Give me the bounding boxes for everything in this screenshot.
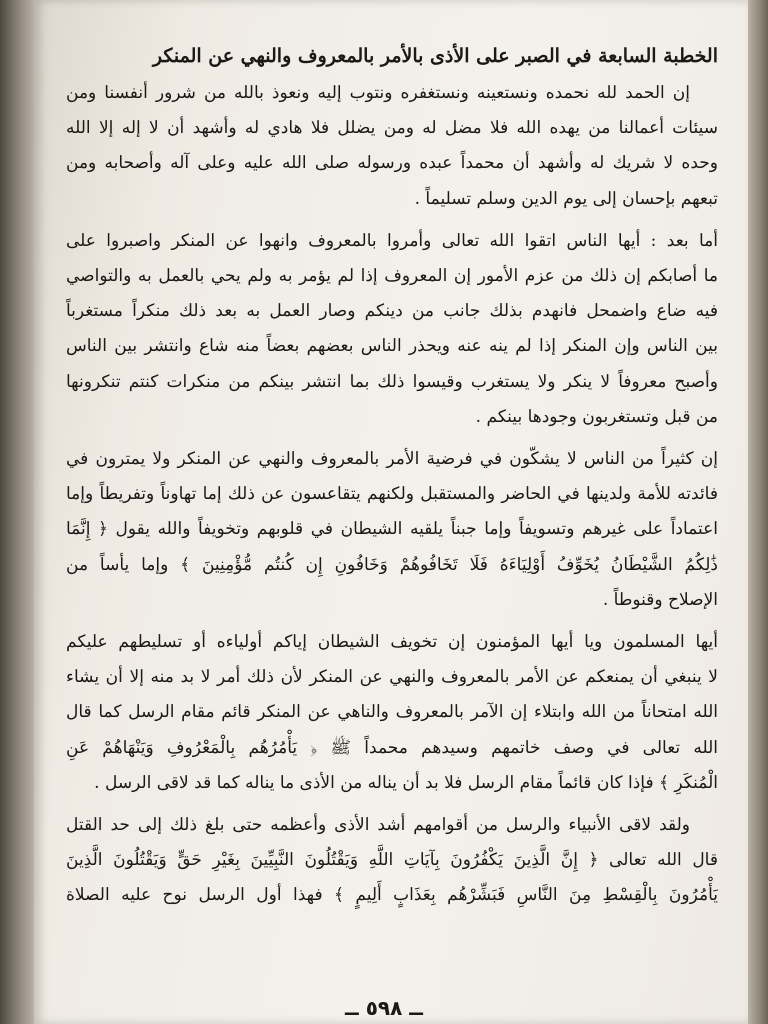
text-line: الله تعالى في وصف خاتمهم وسيدهم محمداً ﷺ ﴿ يَأْمُرُهُم بِالْمَعْرُوفِ وَيَنْهَاهُمْ عَنِ [66, 737, 718, 758]
paragraph [66, 76, 718, 217]
text-line: الْمُنكَرِ ﴾ فإذا كان قائماً مقام الرسل فلا بد أن يناله من الأذى ما يناله كما قد لاقى الرسل . [94, 772, 718, 793]
text-line: لا ينبغي أن يمنعكم عن الأمر بالمعروف والنهي عن المنكر لأن ذلك أمر لا بد منه إلا أن يشاء [66, 667, 718, 688]
sermon-title: الخطبة السابعة في الصبر على الأذى بالأمر بالمعروف والنهي عن المنكر [152, 45, 718, 67]
page-body [66, 40, 718, 914]
text-line: قال الله تعالى ﴿ إِنَّ الَّذِينَ يَكْفُرُونَ بِآيَاتِ اللَّهِ وَيَقْتُلُونَ النَّبِيِّينَ بِغَيْرِ حَقٍّ وَيَقْتُلُونَ الَّذِينَ [66, 850, 718, 871]
text-line: فيه ضاع واضمحل فانهدم بذلك جانب من دينكم وصار العمل به بعد ذلك منكراً مستغرباً [66, 301, 718, 322]
text-line: وحده لا شريك له وأشهد أن محمداً عبده ورسوله صلى الله عليه وعلى آله وأصحابه ومن [66, 153, 718, 174]
text-line: إن الحمد لله نحمده ونستعينه ونستغفره ونتوب إليه ونعوذ بالله من شرور أنفسنا ومن [66, 83, 690, 103]
text-line: سيئات أعمالنا من يهده الله فلا مضل له ومن يضلل فلا هادي له وأشهد أن لا إله إلا الله [66, 118, 718, 139]
page-edge [748, 0, 768, 1024]
text-line: تبعهم بإحسان إلى يوم الدين وسلم تسليماً . [414, 188, 718, 209]
text-line: إن كثيراً من الناس لا يشكّون في فرضية الأمر بالمعروف والنهي عن المنكر ولا يمترون في [66, 449, 718, 470]
paragraph [66, 442, 718, 618]
text-line: أيها المسلمون ويا أيها المؤمنون إن تخويف الشيطان إياكم أولياءه أو تسليطهم عليكم [66, 632, 718, 653]
text-line: من قبل وتستغربون وجودها بينكم . [475, 406, 718, 427]
text-line: فائدته للأمة ولدينها في الحاضر والمستقبل ولكنهم يتقاعسون عن ذلك إما تهاوناً وتفريطاً وإما [66, 484, 718, 505]
paragraph [66, 224, 718, 435]
paragraph [66, 625, 718, 801]
paragraph [66, 808, 718, 914]
text-line: ولقد لاقى الأنبياء والرسل من أقوامهم أشد الأذى وأعظمه حتى بلغ ذلك إلى حد القتل [66, 815, 690, 836]
text-line: ما أصابكم إن ذلك من عزم الأمور إن المعروف إذا لم يؤمر به ولم يحي بالعمل به والتواصي [66, 266, 718, 287]
page-number: ــ ٥٩٨ ــ [345, 996, 423, 1020]
text-line: ذَٰلِكُمُ الشَّيْطَانُ يُخَوِّفُ أَوْلِيَاءَهُ فَلَا تَخَافُوهُمْ وَخَافُونِ إِن كُنتُم مُّؤْمِنِينَ ﴾ وإما يأساً من [66, 554, 718, 575]
text-line: بين الناس وإن المنكر إذا لم ينه عنه ويحذر الناس بعضهم بعضاً منه شاع وانتشر بين الناس [66, 336, 718, 357]
text-line: اعتماداً على غيرهم وتسويفاً وإما جبناً يلقيه الشيطان في قلوبهم وتخويفاً والله يقول ﴿ إِنَّمَا [66, 519, 718, 540]
text-line: أما بعد : أيها الناس اتقوا الله تعالى وأمروا بالمعروف وانهوا عن المنكر واصبروا على [66, 230, 718, 251]
text-line: الإصلاح وقنوطاً . [602, 589, 718, 610]
text-line: يَأْمُرُونَ بِالْقِسْطِ مِنَ النَّاسِ فَبَشِّرْهُم بِعَذَابٍ أَلِيمٍ ﴾ فهذا أول الرسل نوح عليه الصلاة [66, 885, 718, 906]
text-line: الله امتحاناً من الله وابتلاء إن الآمر بالمعروف والناهي عن المنكر قائم مقام الرسل كما قال [66, 702, 718, 723]
text-line: وأصبح معروفاً لا ينكر ولا يستغرب وقيسوا ذلك بما انتشر بينكم من منكرات كنتم تنكرونها [66, 371, 718, 392]
